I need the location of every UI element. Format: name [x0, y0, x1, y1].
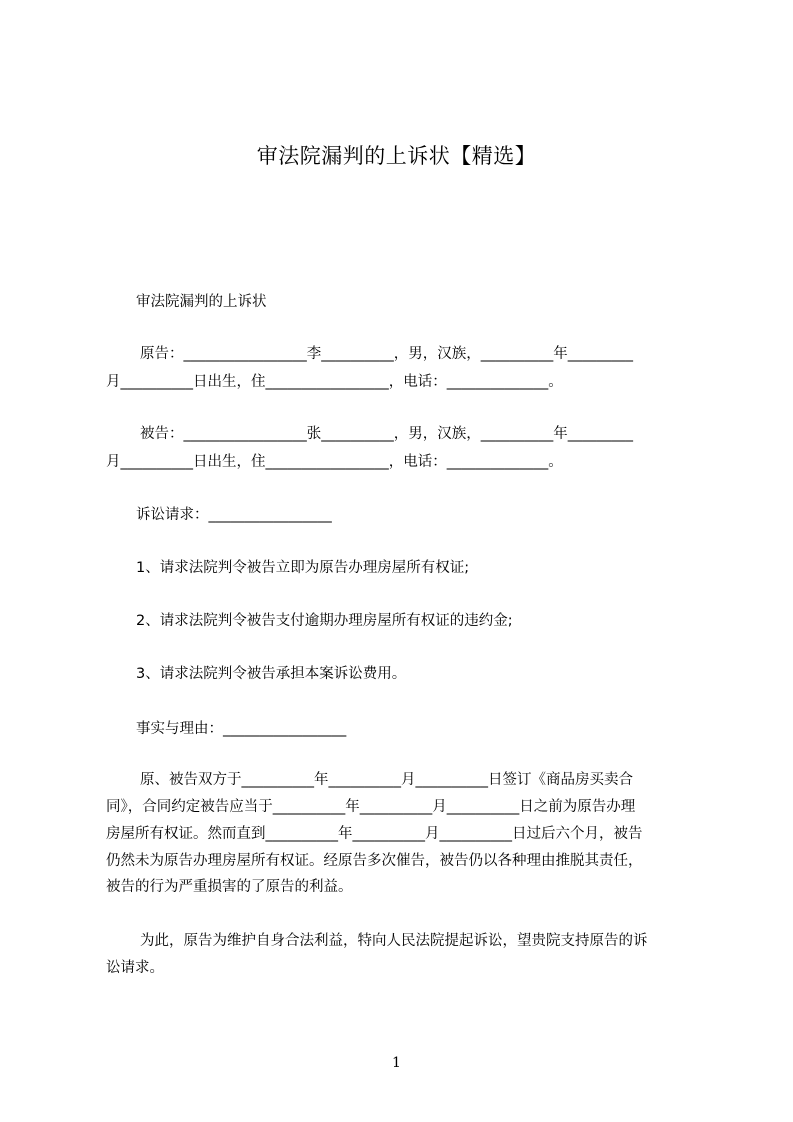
facts-paragraph-line: 仍然未为原告办理房屋所有权证。经原告多次催告，被告仍以各种理由推脱其责任，	[106, 853, 643, 869]
claim-item: 3、请求法院判令被告承担本案诉讼费用。	[136, 666, 407, 682]
defendant-line-2: 月__________日出生，住_________________，电话：______________。	[106, 454, 563, 470]
claim-item: 1、请求法院判令被告立即为原告办理房屋所有权证;	[136, 560, 470, 576]
closing-paragraph-line: 讼请求。	[106, 960, 164, 976]
facts-paragraph-line: 被告的行为严重损害的了原告的利益。	[106, 879, 353, 895]
facts-label: 事实与理由：_________________	[136, 721, 347, 737]
document-title: 审法院漏判的上诉状【精选】	[256, 144, 537, 168]
plaintiff-line-2: 月__________日出生，住_________________，电话：______________。	[106, 374, 563, 390]
closing-paragraph-line: 为此，原告为维护自身合法利益，特向人民法院提起诉讼，望贵院支持原告的诉	[140, 933, 648, 949]
facts-paragraph-line: 原、被告双方于__________年__________月__________日签订《商品房买卖合	[140, 772, 633, 788]
plaintiff-line-1: 原告：_________________李__________，男，汉族，__________年_________	[140, 346, 633, 362]
claim-item: 2、请求法院判令被告支付逾期办理房屋所有权证的违约金;	[136, 613, 513, 629]
claims-label: 诉讼请求：_________________	[136, 507, 332, 523]
section-heading: 审法院漏判的上诉状	[136, 294, 267, 310]
page-number: 1	[392, 1055, 401, 1071]
facts-paragraph-line: 房屋所有权证。然而直到__________年__________月__________日过后六个月，被告	[106, 826, 643, 842]
defendant-line-1: 被告：_________________张__________，男，汉族，__________年_________	[140, 426, 633, 442]
facts-paragraph-line: 同》，合同约定被告应当于__________年__________月__________日之前为原告办理	[106, 799, 636, 815]
